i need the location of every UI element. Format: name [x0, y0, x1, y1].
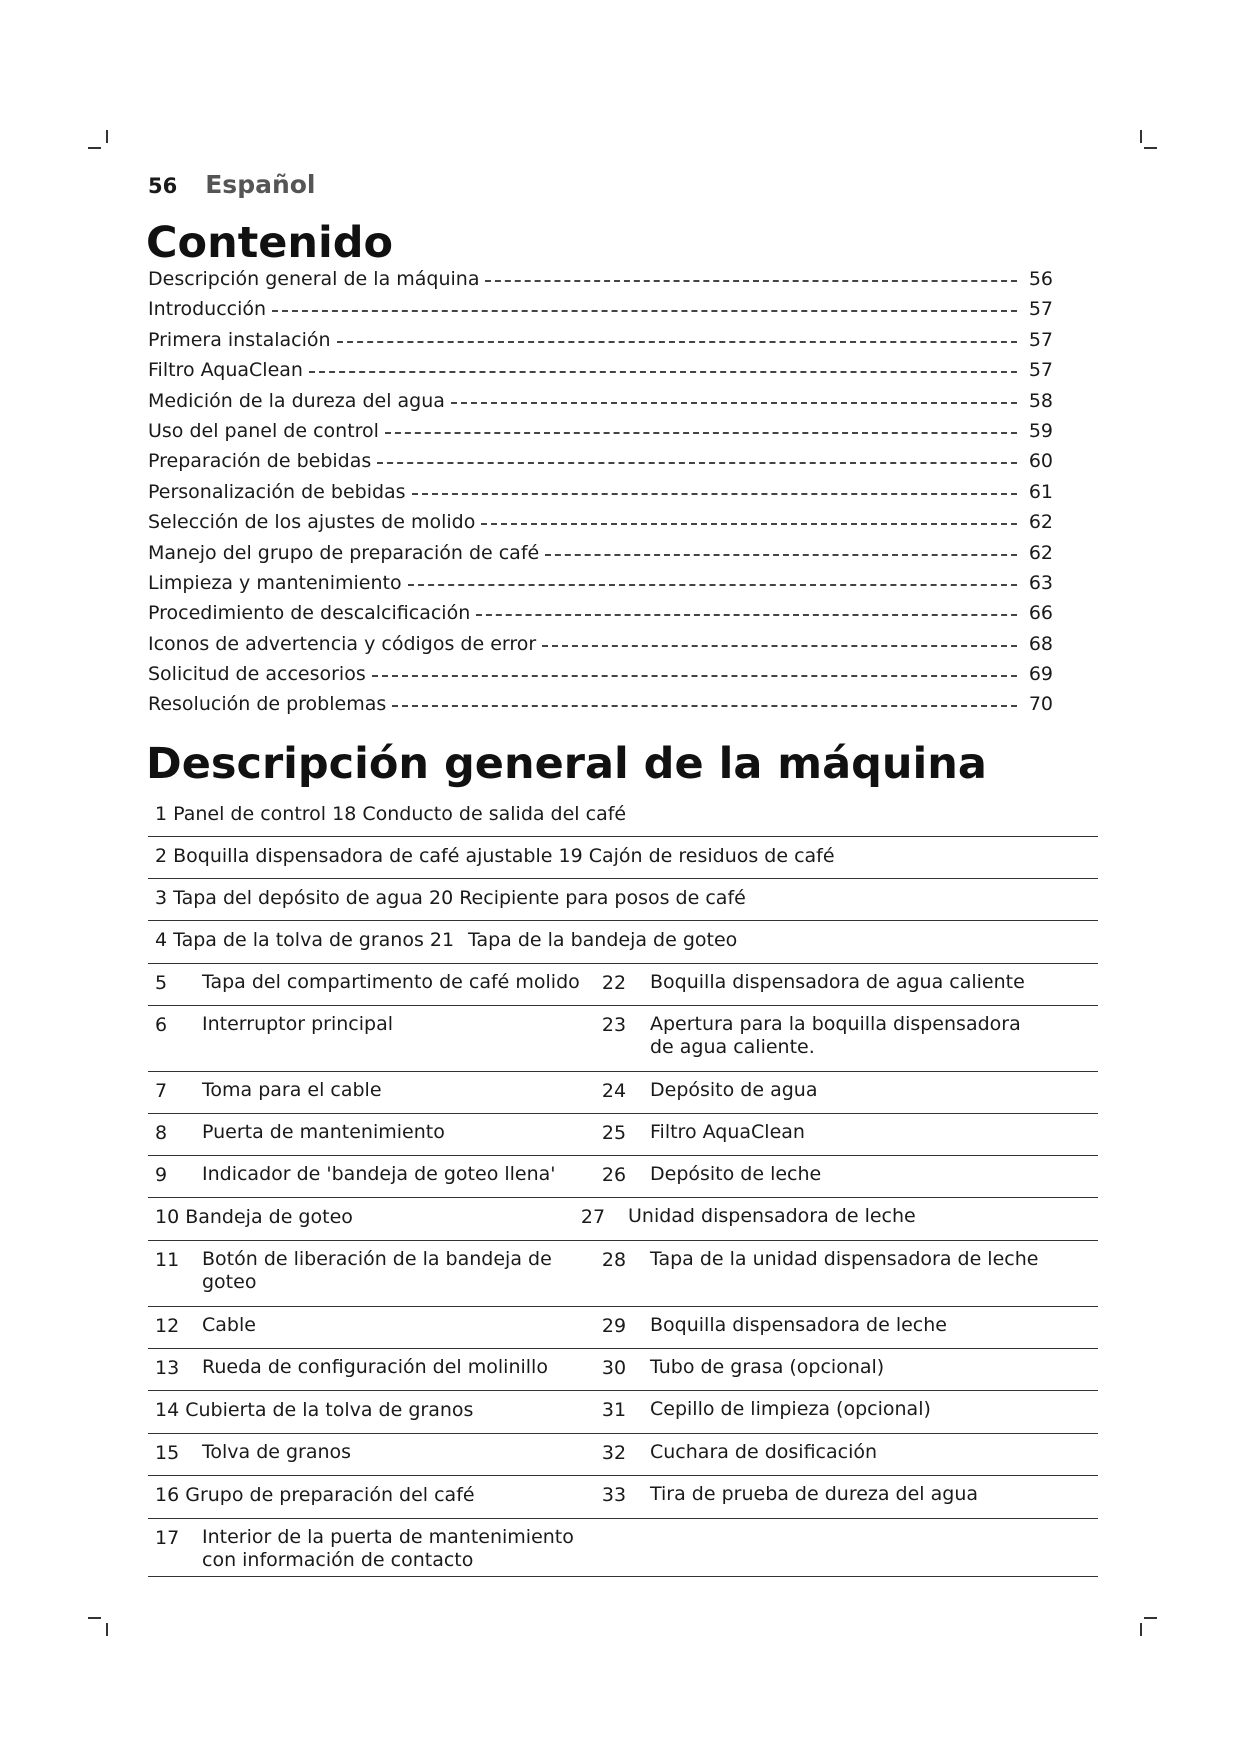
crop-mark — [106, 1623, 108, 1636]
toc-entry-label: Limpieza y mantenimiento — [148, 571, 402, 594]
part-number: 26 — [601, 1164, 627, 1186]
part-number: 32 — [601, 1442, 627, 1464]
part-label: Rueda de configuración del molinillo — [202, 1356, 548, 1378]
toc-entry-label: Introducción — [148, 298, 267, 321]
part-number: 13 — [155, 1357, 180, 1379]
part-number: 8 — [155, 1122, 168, 1144]
table-row — [148, 1307, 1098, 1349]
toc-leader — [412, 493, 1017, 495]
part-label: Tolva de granos — [202, 1441, 352, 1463]
part-label: Indicador de 'bandeja de goteo llena' — [202, 1163, 556, 1185]
part-number: 6 — [155, 1014, 168, 1036]
crop-mark — [106, 130, 108, 143]
toc-leader — [272, 310, 1017, 312]
toc-entry-page: 68 — [1028, 632, 1053, 655]
part-number: 12 — [155, 1315, 180, 1337]
table-row — [148, 1476, 1098, 1519]
part-number: 28 — [601, 1249, 627, 1271]
part-label: Cable — [202, 1314, 256, 1336]
toc-entry — [148, 481, 1053, 511]
toc-entry-page: 57 — [1028, 298, 1053, 321]
toc-entry-page: 62 — [1028, 541, 1053, 564]
part-number: 15 — [155, 1442, 180, 1464]
toc-entry — [148, 390, 1053, 420]
toc-leader — [408, 584, 1017, 586]
crop-mark — [1140, 1623, 1142, 1636]
toc-leader — [385, 432, 1017, 434]
part-number: 33 — [601, 1484, 627, 1506]
part-number: 31 — [601, 1399, 627, 1421]
part-number: 24 — [601, 1080, 627, 1102]
table-row — [148, 1391, 1098, 1434]
part-item-text: 4 Tapa de la tolva de granos 21 — [155, 929, 455, 951]
toc-leader — [451, 402, 1017, 404]
part-number: 27 — [580, 1206, 606, 1228]
toc-entry-page: 61 — [1028, 480, 1053, 503]
toc-entry-label: Medición de la dureza del agua — [148, 389, 445, 412]
part-label: Depósito de leche — [650, 1163, 822, 1185]
toc-entry-page: 58 — [1028, 389, 1053, 412]
toc-entry-label: Uso del panel de control — [148, 419, 379, 442]
part-number: 30 — [601, 1357, 627, 1379]
toc-entry-label: Procedimiento de descalcificación — [148, 602, 471, 625]
toc-entry-label: Manejo del grupo de preparación de café — [148, 541, 540, 564]
crop-mark — [88, 147, 101, 149]
toc-entry — [148, 420, 1053, 450]
toc-entry-page: 57 — [1028, 359, 1053, 382]
parts-table — [148, 795, 1098, 1577]
page-number: 56 — [148, 174, 178, 198]
crop-mark — [1144, 1617, 1157, 1619]
language-label: Español — [205, 170, 316, 199]
toc-entry-page: 59 — [1028, 419, 1053, 442]
part-number: 7 — [155, 1080, 168, 1102]
toc-entry — [148, 693, 1053, 723]
part-number: 17 — [155, 1527, 180, 1549]
part-number: 25 — [601, 1122, 627, 1144]
toc-entry-page: 60 — [1028, 450, 1053, 473]
toc-entry — [148, 329, 1053, 359]
table-row — [148, 879, 1098, 921]
toc-leader — [309, 371, 1017, 373]
table-row — [148, 1349, 1098, 1391]
toc-entry — [148, 663, 1053, 693]
toc-leader — [481, 523, 1017, 525]
table-of-contents — [148, 268, 1053, 724]
crop-mark — [1144, 147, 1157, 149]
part-number: 11 — [155, 1249, 180, 1271]
table-row — [148, 921, 1098, 964]
part-item-text: 2 Boquilla dispensadora de café ajustable 19 Cajón de residuos de café — [155, 845, 835, 867]
part-label: Tubo de grasa (opcional) — [650, 1356, 885, 1378]
part-label: Botón de liberación de la bandeja de goteo — [202, 1248, 552, 1293]
part-label: Filtro AquaClean — [650, 1121, 805, 1143]
toc-leader — [485, 280, 1017, 282]
part-item-text: 3 Tapa del depósito de agua 20 Recipiente para posos de café — [155, 887, 746, 909]
table-row — [148, 1241, 1098, 1307]
part-label: Unidad dispensadora de leche — [628, 1205, 916, 1227]
table-row — [148, 964, 1098, 1006]
part-label: Tapa de la unidad dispensadora de leche — [650, 1248, 1039, 1270]
part-item-text: 14 Cubierta de la tolva de granos — [155, 1399, 474, 1421]
toc-entry — [148, 359, 1053, 389]
part-label: Cepillo de limpieza (opcional) — [650, 1398, 931, 1420]
toc-leader — [476, 614, 1017, 616]
toc-entry — [148, 511, 1053, 541]
toc-entry-label: Resolución de problemas — [148, 693, 387, 716]
part-label: Interior de la puerta de mantenimiento con información de contacto — [202, 1526, 574, 1571]
toc-entry-page: 56 — [1028, 268, 1053, 290]
toc-entry — [148, 572, 1053, 602]
toc-entry-label: Selección de los ajustes de molido — [148, 511, 476, 534]
toc-entry-label: Solicitud de accesorios — [148, 663, 366, 686]
part-number: 9 — [155, 1164, 168, 1186]
part-number: 29 — [601, 1315, 627, 1337]
part-number: 22 — [601, 972, 627, 994]
toc-entry-page: 69 — [1028, 663, 1053, 686]
toc-entry-page: 62 — [1028, 511, 1053, 534]
toc-entry-label: Iconos de advertencia y códigos de error — [148, 632, 537, 655]
table-row — [148, 1198, 1098, 1241]
toc-entry-label: Filtro AquaClean — [148, 359, 303, 382]
page-header — [148, 170, 316, 202]
table-row — [148, 837, 1098, 879]
crop-mark — [1140, 130, 1142, 143]
toc-entry — [148, 633, 1053, 663]
toc-leader — [545, 554, 1017, 556]
toc-leader — [392, 705, 1017, 707]
part-number: 5 — [155, 972, 168, 994]
part-label: Cuchara de dosificación — [650, 1441, 878, 1463]
table-row — [148, 1006, 1098, 1072]
toc-entry-page: 66 — [1028, 602, 1053, 625]
toc-title: Contenido — [146, 218, 394, 268]
toc-entry — [148, 602, 1053, 632]
toc-entry-label: Primera instalación — [148, 328, 331, 351]
part-label: Boquilla dispensadora de leche — [650, 1314, 947, 1336]
toc-entry — [148, 268, 1053, 298]
toc-entry-label: Descripción general de la máquina — [148, 268, 480, 290]
table-row — [148, 795, 1098, 837]
part-item-text: 1 Panel de control 18 Conducto de salida del café — [155, 803, 627, 825]
toc-entry — [148, 450, 1053, 480]
table-row — [148, 1519, 1098, 1577]
table-row — [148, 1114, 1098, 1156]
part-label: Tapa del compartimento de café molido — [202, 971, 580, 993]
crop-mark — [88, 1617, 101, 1619]
part-label: Depósito de agua — [650, 1079, 818, 1101]
part-label: Apertura para la boquilla dispensadora de agua caliente. — [650, 1013, 1021, 1058]
part-number: 23 — [601, 1014, 627, 1036]
toc-entry — [148, 542, 1053, 572]
part-item-text: 16 Grupo de preparación del café — [155, 1484, 475, 1506]
toc-entry-page: 63 — [1028, 571, 1053, 594]
overview-title: Descripción general de la máquina — [146, 739, 987, 789]
part-label: Puerta de mantenimiento — [202, 1121, 445, 1143]
part-label: Interruptor principal — [202, 1013, 394, 1035]
table-row — [148, 1072, 1098, 1114]
toc-leader — [542, 645, 1017, 647]
part-label: Boquilla dispensadora de agua caliente — [650, 971, 1025, 993]
part-item-text: Tapa de la bandeja de goteo — [468, 929, 738, 951]
table-row — [148, 1156, 1098, 1198]
toc-entry — [148, 298, 1053, 328]
toc-entry-page: 70 — [1028, 693, 1053, 716]
toc-entry-label: Personalización de bebidas — [148, 480, 406, 503]
toc-entry-label: Preparación de bebidas — [148, 450, 372, 473]
part-label: Tira de prueba de dureza del agua — [650, 1483, 979, 1505]
table-row — [148, 1434, 1098, 1476]
part-label: Toma para el cable — [202, 1079, 382, 1101]
toc-leader — [372, 675, 1017, 677]
toc-leader — [337, 341, 1017, 343]
toc-leader — [377, 462, 1017, 464]
toc-entry-page: 57 — [1028, 328, 1053, 351]
part-item-text: 10 Bandeja de goteo — [155, 1206, 353, 1228]
